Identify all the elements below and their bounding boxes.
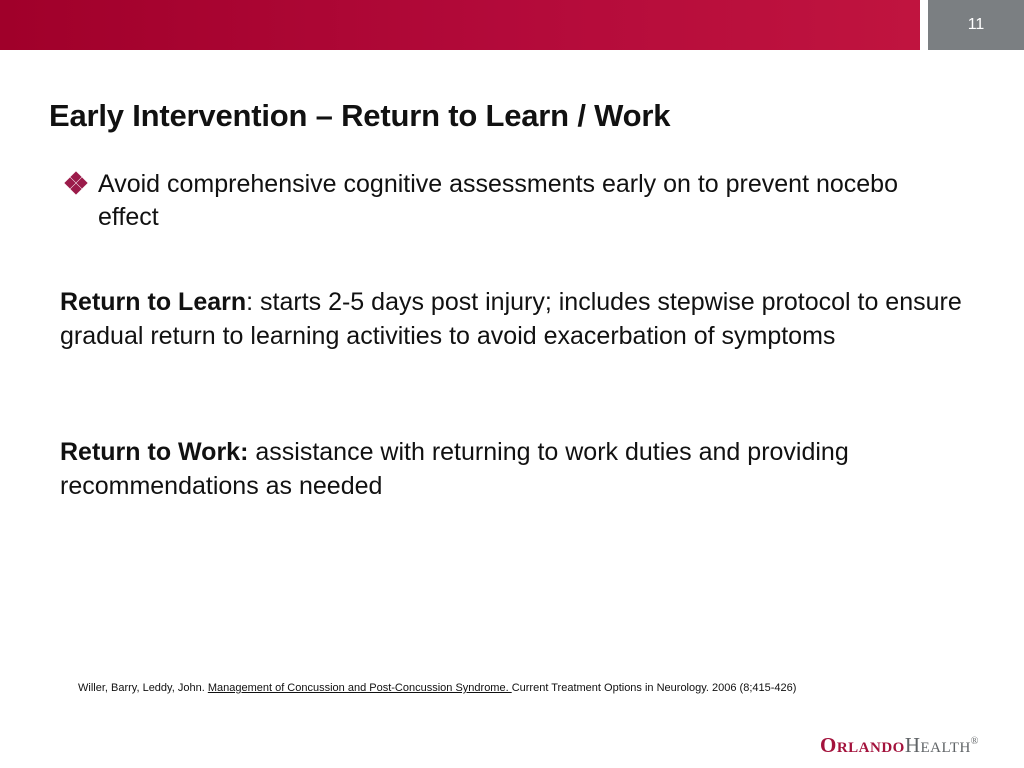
page-number-badge bbox=[928, 0, 1024, 50]
header-bar bbox=[0, 0, 920, 50]
return-to-work-paragraph bbox=[60, 435, 980, 503]
logo-health: Health bbox=[904, 733, 971, 757]
page-number: 11 bbox=[967, 16, 985, 33]
reference-journal: Current Treatment Options in Neurology. 2006 (8;415-426) bbox=[511, 682, 797, 694]
return-to-learn-label: Return to Learn bbox=[60, 288, 247, 316]
four-diamond-bullet-icon bbox=[62, 171, 90, 205]
orlando-health-logo bbox=[820, 733, 979, 758]
reference-citation bbox=[78, 682, 796, 694]
reference-authors: Willer, Barry, Leddy, John. bbox=[78, 682, 208, 694]
slide-title: Early Intervention – Return to Learn / Work bbox=[49, 98, 671, 133]
bullet-text: Avoid comprehensive cognitive assessments early on to prevent nocebo effect bbox=[98, 170, 898, 231]
return-to-learn-paragraph bbox=[60, 285, 980, 353]
logo-trademark: ® bbox=[970, 736, 979, 747]
return-to-work-text: assistance with returning to work duties and providing recommendations as needed bbox=[60, 438, 849, 500]
logo-orlando: Orlando bbox=[820, 733, 905, 757]
return-to-learn-text: : starts 2-5 days post injury; includes stepwise protocol to ensure gradual return to learning activities to avoid exacerbation of symptoms bbox=[60, 288, 962, 350]
reference-article-link[interactable]: Management of Concussion and Post-Concussion Syndrome. bbox=[207, 682, 512, 694]
return-to-work-label: Return to Work: bbox=[60, 438, 249, 466]
bullet-item bbox=[62, 168, 962, 234]
